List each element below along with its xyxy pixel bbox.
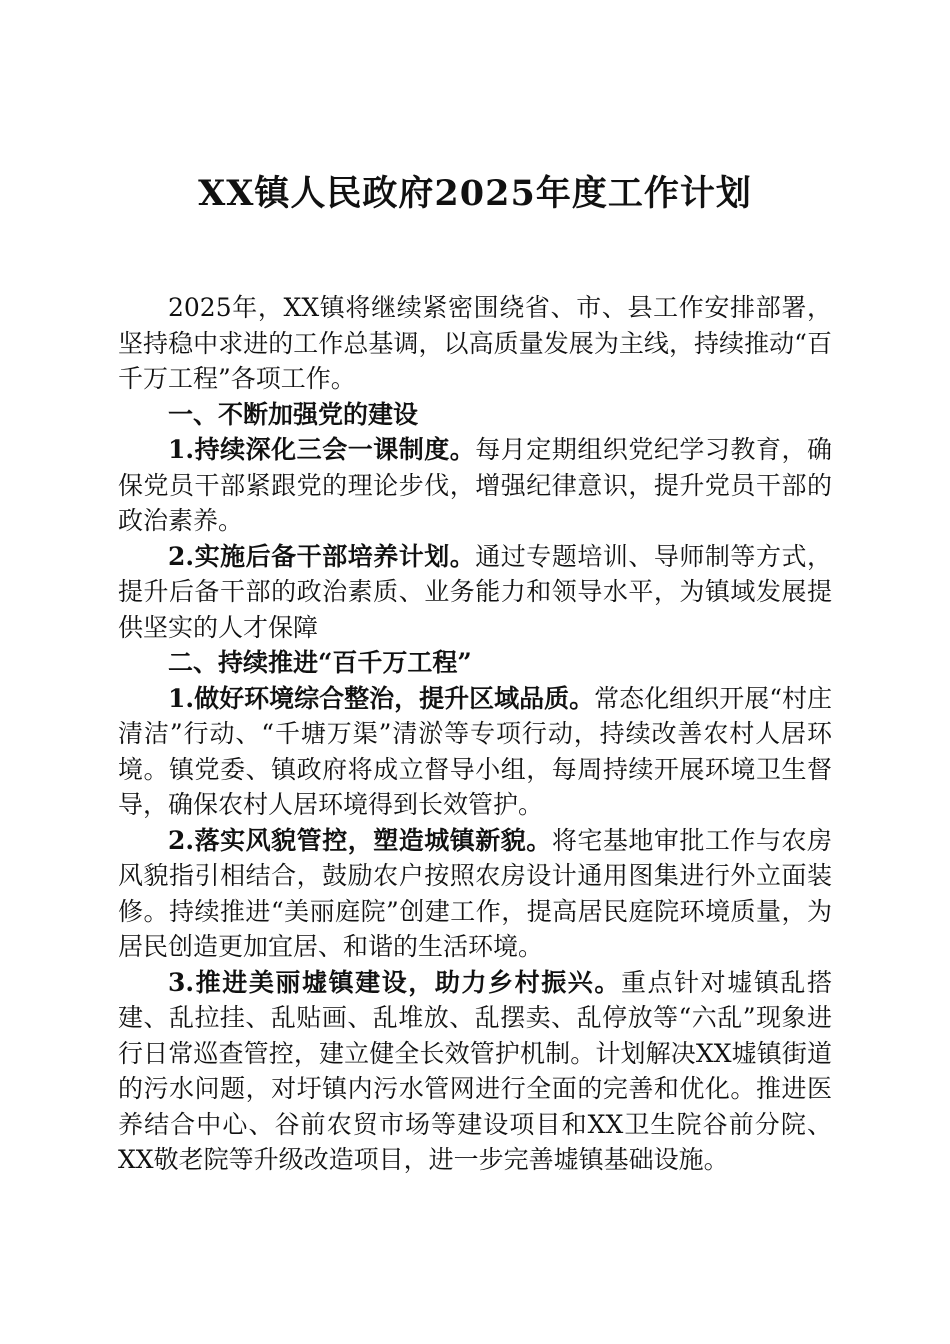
item-lead: 2.实施后备干部培养计划。 — [168, 541, 476, 571]
item-text: 将宅基地审批工作与农房风貌指引相结合，鼓励农户按照农房设计通用图集进行外立面装修。持续推进“美丽庭院”创建工作，提高居民庭院环境质量，为居民创造更加宜居、和谐的生活环境。 — [118, 825, 832, 961]
section-1-heading: 一、不断加强党的建设 — [168, 399, 419, 429]
item-lead: 2.落实风貌管控，塑造城镇新貌。 — [168, 825, 552, 855]
section-2-item-2 — [118, 823, 832, 965]
section-2-item-1 — [118, 681, 832, 823]
item-lead: 1.持续深化三会一课制度。 — [168, 435, 476, 464]
intro-paragraph: 2025年，XX镇将继续紧密围绕省、市、县工作安排部署，坚持稳中求进的工作总基调，以高质量发展为主线，持续推动“百千万工程”各项工作。 — [118, 293, 832, 393]
section-2-item-3 — [118, 965, 832, 1178]
item-text: 每月定期组织党纪学习教育，确保党员干部紧跟党的理论步伐，增强纪律意识，提升党员干部的政治素养。 — [118, 435, 832, 535]
item-text: 重点针对墟镇乱搭建、乱拉挂、乱贴画、乱堆放、乱摆卖、乱停放等“六乱”现象进行日常巡查管控，建立健全长效管护机制。计划解决XX墟镇街道的污水问题，对圩镇内污水管网进行全面的完善和优化。推进医养结合中心、谷前农贸市场等建设项目和XX卫生院谷前分院、XX敬老院等升级改造项目，进一步完善墟镇基础设施。 — [118, 967, 832, 1174]
section-1-item-2 — [118, 539, 832, 646]
document-body — [118, 290, 832, 1178]
section-2-heading: 二、持续推进“百千万工程” — [168, 648, 472, 677]
document-title: XX镇人民政府2025年度工作计划 — [198, 173, 752, 214]
item-lead: 1.做好环境综合整治，提升区域品质。 — [168, 683, 595, 713]
item-text: 常态化组织开展“村庄清洁”行动、“千塘万渠”清淤等专项行动，持续改善农村人居环境。镇党委、镇政府将成立督导小组，每周持续开展环境卫生督导，确保农村人居环境得到长效管护。 — [118, 683, 832, 819]
item-text: 通过专题培训、导师制等方式，提升后备干部的政治素质、业务能力和领导水平，为镇域发展提供坚实的人才保障 — [118, 541, 832, 642]
item-lead: 3.推进美丽墟镇建设，助力乡村振兴。 — [168, 967, 621, 997]
section-1-item-1 — [118, 432, 832, 539]
